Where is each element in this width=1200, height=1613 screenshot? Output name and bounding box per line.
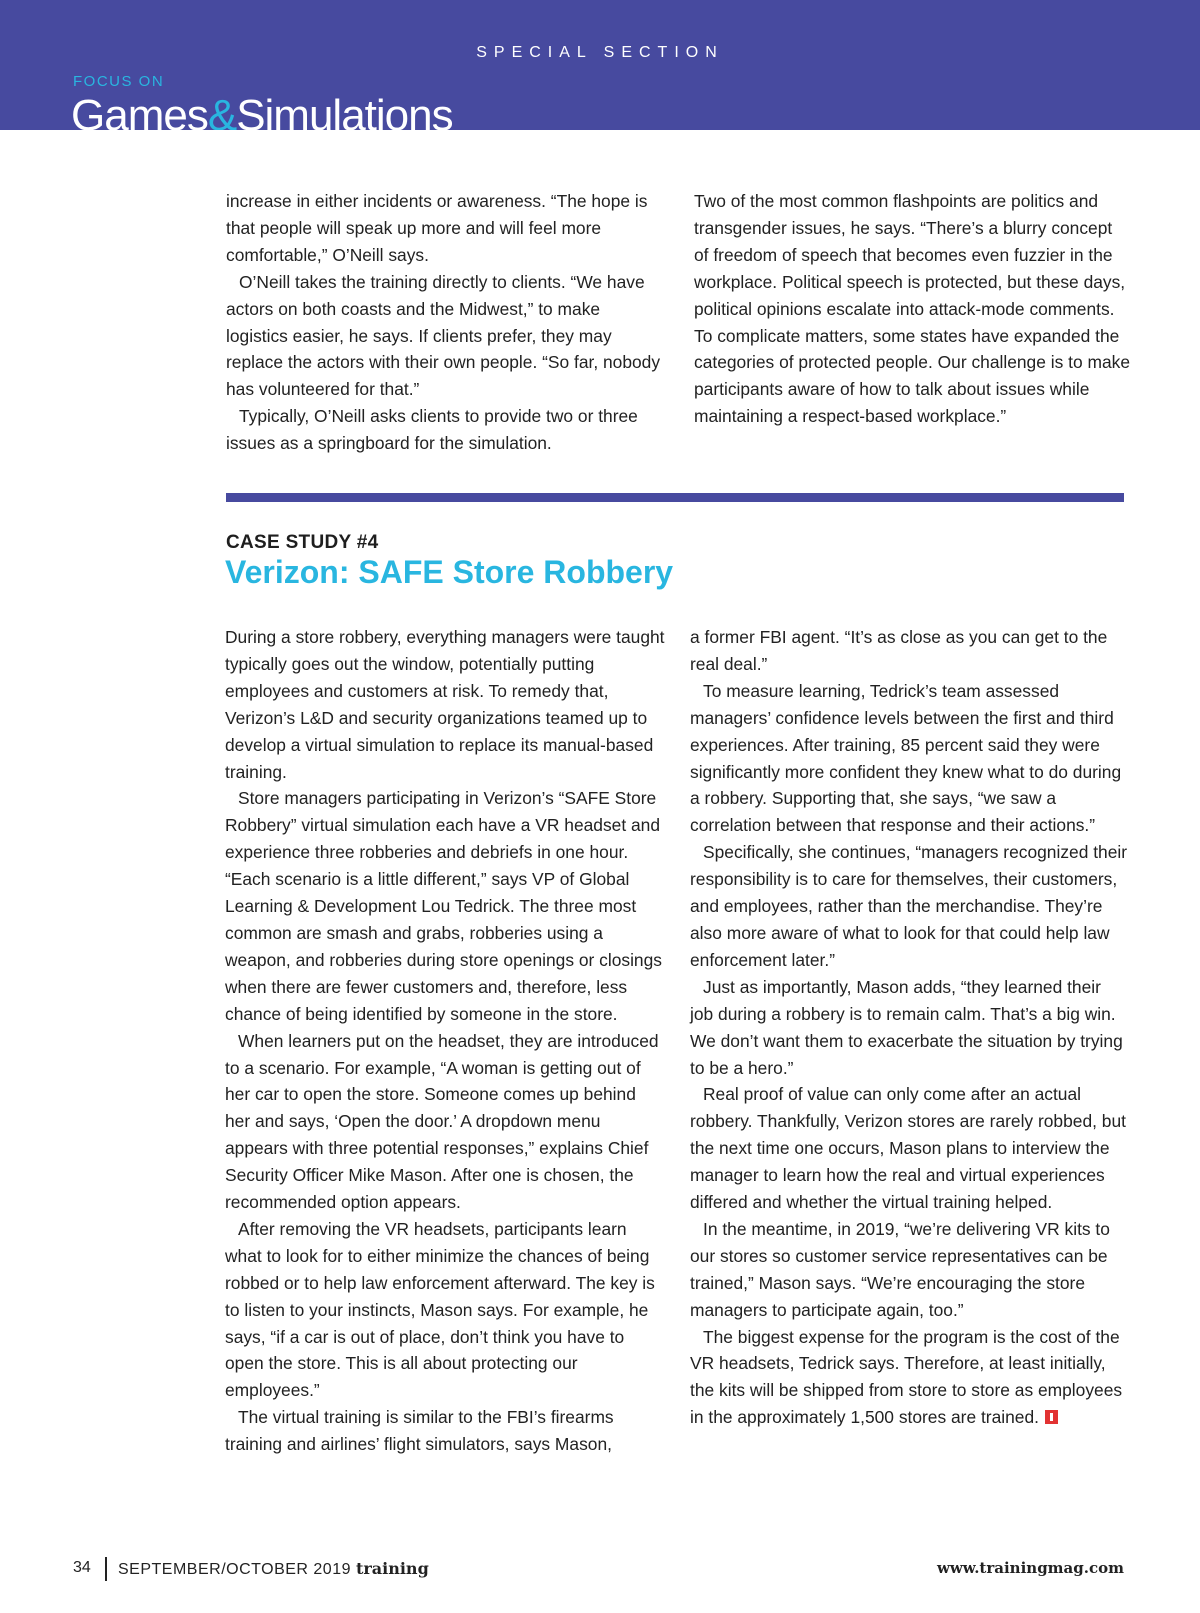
- paragraph: Two of the most common flashpoints are politics and transgender issues, he says. “There’s a blurry concept of freedom of speech that becomes even fuzzier in the workplace. Political speech is protected, but these days, political opinions escalate into attack-mode comments. To complicate matters, some states have expanded the categories of protected people. Our challenge is to make participants aware of how to talk about issues while maintaining a respect-based workplace.”: [694, 191, 1130, 427]
- footer-divider: [105, 1557, 107, 1581]
- title-simulations: Simulations: [236, 91, 453, 130]
- article-left-column: [225, 624, 665, 1458]
- paragraph: When learners put on the headset, they are introduced to a scenario. For example, “A woman is getting out of her car to open the store. Someone comes up behind her and says, ‘Open the door.’ A dropdown menu appears with three potential responses,” explains Chief Security Officer Mike Mason. After one is chosen, the recommended option appears.: [225, 1030, 659, 1213]
- paragraph: The virtual training is similar to the FBI’s firearms training and airlines’ flight simulators, says Mason,: [225, 1407, 614, 1455]
- title-games: Games: [71, 91, 208, 130]
- website-link[interactable]: www.trainingmag.com: [936, 1559, 1124, 1577]
- paragraph: To measure learning, Tedrick’s team assessed managers’ confidence levels between the first and third experiences. After training, 85 percent said they were significantly more confident they knew what to do during a robbery. Supporting that, she says, “we saw a correlation between that response and their actions.”: [690, 680, 1122, 836]
- case-study-headline: Verizon: SAFE Store Robbery: [225, 554, 674, 590]
- paragraph: During a store robbery, everything managers were taught typically goes out the window, potentially putting employees and customers at risk. To remedy that, Verizon’s L&D and security organizations teamed up to develop a virtual simulation to replace its manual-based training.: [225, 627, 665, 782]
- page-number: 34: [73, 1559, 91, 1576]
- paragraph: Specifically, she continues, “managers recognized their responsibility is to care for themselves, their customers, and employees, rather than the merchandise. They’re also more aware of what to look for that could help law enforcement later.”: [690, 842, 1128, 970]
- paragraph: Store managers participating in Verizon’s “SAFE Store Robbery” virtual simulation each have a VR headset and experience three robberies and debriefs in one hour. “Each scenario is a little different,” says VP of Global Learning & Development Lou Tedrick. The three most common are smash and grabs, robberies using a weapon, and robberies during store openings or closings when there are fewer customers and, therefore, less chance of being identified by someone in the store.: [225, 788, 662, 1024]
- paragraph: Just as importantly, Mason adds, “they learned their job during a robbery is to remain calm. That’s a big win. We don’t want them to exacerbate the situation by trying to be a hero.”: [690, 976, 1123, 1078]
- issue-date: [118, 1559, 429, 1579]
- case-study-label: CASE STUDY #4: [226, 532, 379, 553]
- paragraph: Real proof of value can only come after an actual robbery. Thankfully, Verizon stores are rarely robbed, but the next time one occurs, Mason plans to interview the manager to learn how the real and virtual experiences differed and whether the virtual training helped.: [690, 1084, 1126, 1213]
- top-left-column: [226, 188, 666, 457]
- special-section-label: SPECIAL SECTION: [476, 44, 724, 61]
- paragraph-final: [690, 1324, 1128, 1432]
- magazine-brand: training: [355, 1559, 429, 1578]
- issue-text: SEPTEMBER/OCTOBER 2019: [118, 1561, 351, 1578]
- paragraph: O’Neill takes the training directly to clients. “We have actors on both coasts and the Midwest,” to make logistics easier, he says. If clients prefer, they may replace the actors with their own people. “So far, nobody has volunteered for that.”: [226, 271, 661, 400]
- article-right-column: [690, 624, 1128, 1431]
- paragraph: In the meantime, in 2019, “we’re delivering VR kits to our stores so customer service representatives can be trained,” Mason says. “We’re encouraging the store managers to participate again, too.”: [690, 1218, 1110, 1320]
- top-right-column: [694, 188, 1130, 430]
- paragraph: Typically, O’Neill asks clients to provide two or three issues as a springboard for the simulation.: [226, 406, 638, 454]
- paragraph: After removing the VR headsets, participants learn what to look for to either minimize the chances of being robbed or to help law enforcement afterward. The key is to listen to your instincts, Mason says. For example, he says, “if a car is out of place, don’t think you have to open the store. This is all about protecting our employees.”: [225, 1218, 655, 1401]
- section-divider: [226, 493, 1124, 502]
- paragraph: increase in either incidents or awareness. “The hope is that people will speak up more and will feel more comfortable,” O’Neill says.: [226, 191, 648, 265]
- section-banner: [0, 0, 1200, 130]
- end-mark-icon: [1045, 1410, 1058, 1424]
- final-paragraph-text: The biggest expense for the program is the cost of the VR headsets, Tedrick says. Therefore, at least initially, the kits will be shipped from store to store as employees in the approximately 1,500 stores are trained.: [690, 1326, 1123, 1428]
- title-ampersand: &: [207, 91, 237, 130]
- paragraph: a former FBI agent. “It’s as close as you can get to the real deal.”: [690, 627, 1108, 674]
- section-title: [71, 92, 453, 130]
- focus-on-label: FOCUS ON: [73, 73, 165, 90]
- page-footer: [73, 1559, 1124, 1583]
